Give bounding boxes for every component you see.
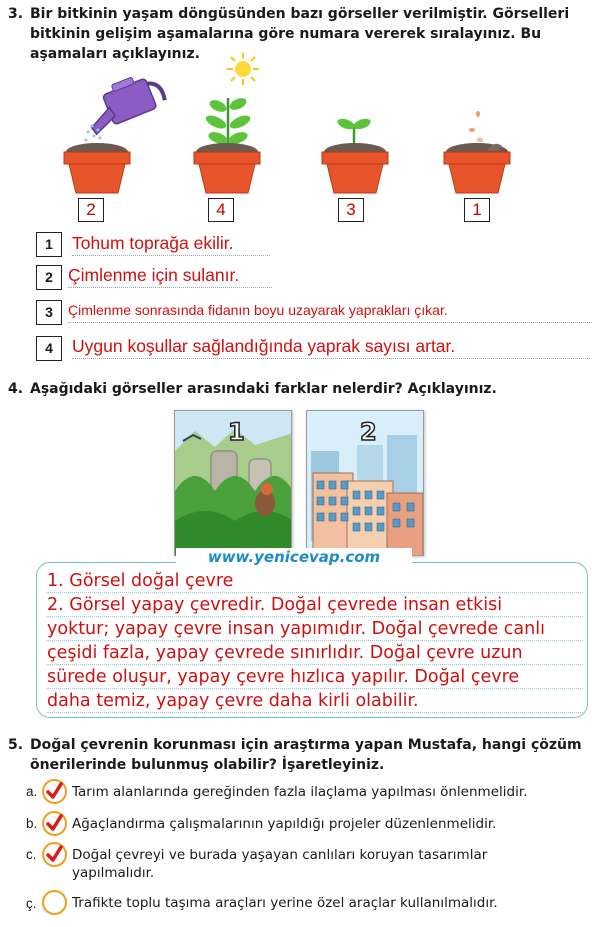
question-3-prompt-line: aşamaları açıklayınız. xyxy=(30,46,200,62)
option-checkbox[interactable] xyxy=(42,779,67,804)
pot-order-box[interactable]: 2 xyxy=(78,198,104,222)
option-label: ç. xyxy=(26,896,37,911)
option-checkbox[interactable] xyxy=(42,811,67,836)
step-answer-line[interactable]: Tohum toprağa ekilir. xyxy=(72,230,270,256)
option-text: Tarım alanlarında gereğinden fazla ilaçlama yapılması önlenmelidir. xyxy=(72,784,528,800)
step-number-box: 4 xyxy=(36,336,62,361)
option-text xyxy=(72,846,487,882)
checkmark-icon xyxy=(44,781,65,802)
answer-line[interactable]: yoktur; yapay çevre insan yapımıdır. Doğal çevrede canlı xyxy=(47,617,583,641)
answer-line[interactable]: çeşidi fazla, yapay çevrede sınırlıdır. Doğal çevre uzun xyxy=(47,641,583,665)
option-text-line: yapılmalıdır. xyxy=(72,865,155,881)
step-number-box: 3 xyxy=(36,300,62,325)
option-label: c. xyxy=(26,847,37,862)
image-number-label: 1 xyxy=(228,418,245,446)
flower-pot-icon xyxy=(440,138,514,194)
pot-order-box[interactable]: 1 xyxy=(464,198,490,222)
question-4-prompt: Aşağıdaki görseller arasındaki farklar nelerdir? Açıklayınız. xyxy=(30,381,497,397)
answer-box[interactable] xyxy=(36,562,588,718)
site-watermark: www.yenicevap.com xyxy=(176,548,412,566)
flower-pot-icon xyxy=(318,138,392,194)
sun-icon xyxy=(226,52,260,86)
answer-line[interactable]: 2. Görsel yapay çevredir. Doğal çevrede insan etkisi xyxy=(47,593,583,617)
checkmark-icon xyxy=(44,813,65,834)
step-number-box: 1 xyxy=(36,232,62,257)
pot-order-box[interactable]: 3 xyxy=(338,198,364,222)
step-answer-line[interactable]: Çimlenme sonrasında fidanın boyu uzayarak yaprakları çıkar. xyxy=(68,297,592,323)
question-5-number: 5. xyxy=(8,737,24,753)
checkmark-icon xyxy=(44,844,65,865)
answer-line[interactable]: sürede oluşur, yapay çevre hızlıca yapılır. Doğal çevre xyxy=(47,665,583,689)
flower-pot-icon xyxy=(190,138,264,194)
question-3-prompt-line: Bir bitkinin yaşam döngüsünden bazı görseller verilmiştir. Görselleri xyxy=(30,6,570,22)
question-5-prompt xyxy=(30,735,582,775)
option-text: Ağaçlandırma çalışmalarının yapıldığı projeler düzenlenmelidir. xyxy=(72,816,497,832)
option-label: b. xyxy=(26,816,38,831)
pot-order-box[interactable]: 4 xyxy=(208,198,234,222)
answer-line[interactable]: 1. Görsel doğal çevre xyxy=(47,569,583,593)
step-answer-line[interactable]: Çimlenme için sulanır. xyxy=(68,262,272,288)
option-label: a. xyxy=(26,784,38,799)
option-text: Trafikte toplu taşıma araçları yerine özel araçlar kullanılmalıdır. xyxy=(72,895,498,911)
option-checkbox[interactable] xyxy=(42,842,67,867)
option-checkbox[interactable] xyxy=(42,890,67,915)
option-text-line: Doğal çevreyi ve burada yaşayan canlıları koruyan tasarımlar xyxy=(72,847,488,863)
question-3-prompt-line: bitkinin gelişim aşamalarına göre numara vererek sıralayınız. Bu xyxy=(30,26,542,42)
answer-line[interactable]: daha temiz, yapay çevre daha kirli olabilir. xyxy=(47,689,583,713)
question-3-number: 3. xyxy=(8,6,24,22)
step-number-box: 2 xyxy=(36,265,62,290)
question-4-number: 4. xyxy=(8,381,24,397)
question-5-prompt-line: Doğal çevrenin korunması için araştırma yapan Mustafa, hangi çözüm xyxy=(30,737,582,753)
flower-pot-icon xyxy=(60,138,134,194)
step-answer-line[interactable]: Uygun koşullar sağlandığında yaprak sayısı artar. xyxy=(72,333,590,359)
question-3-prompt xyxy=(30,4,569,64)
image-number-label: 2 xyxy=(360,418,377,446)
question-5-prompt-line: önerilerinde bulunmuş olabilir? İşaretleyiniz. xyxy=(30,757,385,773)
